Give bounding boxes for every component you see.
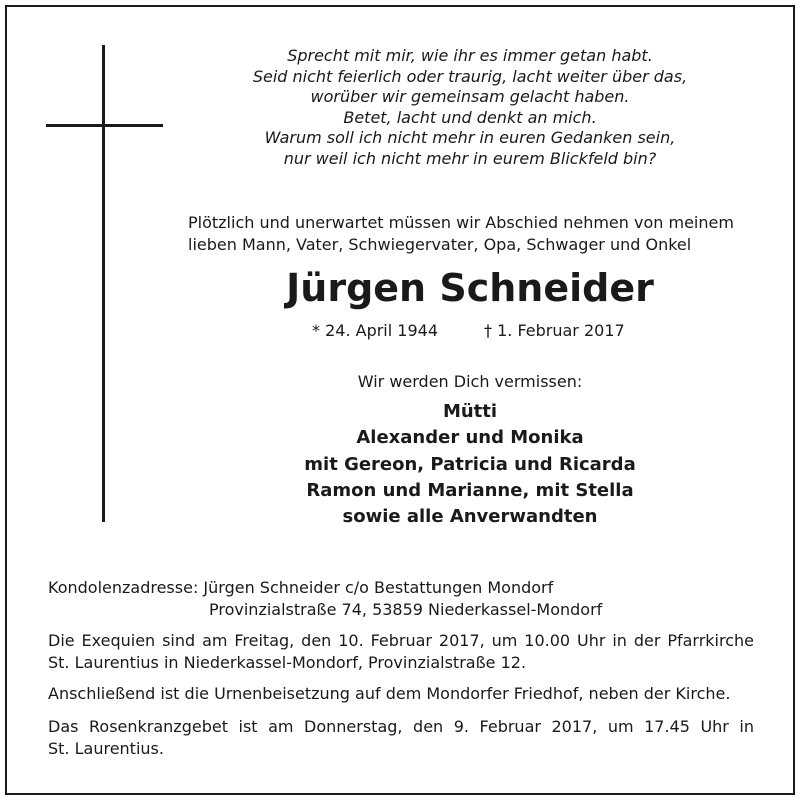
intro-line: lieben Mann, Vater, Schwiegervater, Opa, Schwager und Onkel <box>188 234 692 254</box>
mourner-line: sowie alle Anverwandten <box>342 506 598 528</box>
condolence-address <box>48 577 602 620</box>
mourner-line: Mütti <box>442 401 498 422</box>
paragraph-line: Die Exequien sind am Freitag, den 10. Februar 2017, um 10.00 Uhr in der Pfarrkirche <box>48 631 754 650</box>
intro-line: Plötzlich und unerwartet müssen wir Abschied nehmen von meinem <box>188 213 734 232</box>
paragraph-line: Das Rosenkranzgebet ist am Donnerstag, den 9. Februar 2017, um 17.45 Uhr in <box>48 717 754 736</box>
birth-date: * 24. April 1944 <box>312 321 438 340</box>
urnenbeisetzung-paragraph <box>48 683 754 705</box>
poem-line: Sprecht mit mir, wie ihr es immer getan habt. <box>287 46 653 65</box>
condolence-line: Provinzialstraße 74, 53859 Niederkassel-Mondorf <box>209 599 603 619</box>
paragraph-line: Anschließend ist die Urnenbeisetzung auf dem Mondorfer Friedhof, neben der Kirche. <box>48 684 731 703</box>
rosenkranz-paragraph <box>48 716 754 759</box>
deceased-name: Jürgen Schneider <box>286 266 654 310</box>
poem-line: worüber wir gemeinsam gelacht haben. <box>310 87 630 107</box>
exequien-paragraph <box>48 630 754 673</box>
poem-line: Betet, lacht und denkt an mich. <box>343 107 597 127</box>
mourners-list <box>190 399 750 530</box>
condolence-line: Kondolenzadresse: Jürgen Schneider c/o Bestattungen Mondorf <box>48 578 554 597</box>
cross-horizontal-bar <box>46 124 163 127</box>
poem-line: nur weil ich nicht mehr in eurem Blickfeld bin? <box>283 148 657 168</box>
mourner-line: Alexander und Monika <box>356 427 584 449</box>
mourner-line: mit Gereon, Patricia und Ricarda <box>304 453 636 475</box>
mourners-label: Wir werden Dich vermissen: <box>357 372 583 391</box>
poem-line: Seid nicht feierlich oder traurig, lacht weiter über das, <box>252 66 688 86</box>
announcement-intro <box>188 212 768 255</box>
death-date: † 1. Februar 2017 <box>484 321 625 340</box>
memorial-poem <box>190 46 750 170</box>
poem-line: Warum soll ich nicht mehr in euren Gedanken sein, <box>264 128 676 148</box>
mourner-line: Ramon und Marianne, mit Stella <box>306 479 634 501</box>
paragraph-line: St. Laurentius. <box>48 738 164 758</box>
cross-vertical-bar <box>102 45 105 522</box>
paragraph-line: St. Laurentius in Niederkassel-Mondorf, Provinzialstraße 12. <box>48 652 527 672</box>
